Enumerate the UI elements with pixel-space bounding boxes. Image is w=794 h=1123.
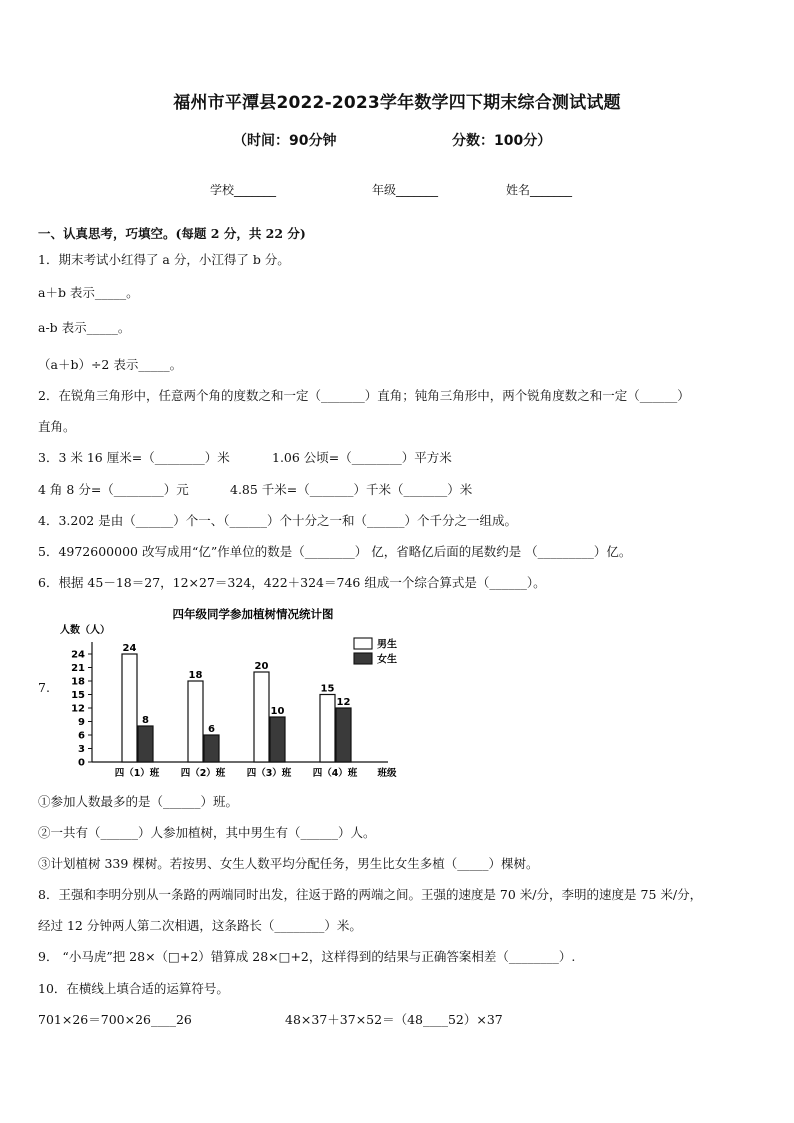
bar-value-label: 15 bbox=[320, 683, 335, 695]
bar-value-label: 20 bbox=[254, 661, 269, 672]
legend-label: 男生 bbox=[377, 639, 397, 651]
bar-value-label: 18 bbox=[188, 670, 203, 681]
y-tick-label: 18 bbox=[71, 676, 85, 688]
question-3a: 3．3 米 16 厘米=（________）米 bbox=[38, 450, 230, 465]
bar-girls bbox=[138, 726, 153, 762]
y-tick-label: 21 bbox=[71, 663, 85, 674]
question-10-stem: 10．在横线上填合适的运算符号。 bbox=[38, 981, 229, 996]
question-7b: ②一共有（______）人参加植树，其中男生有（______）人。 bbox=[38, 825, 376, 840]
question-8-line2: 经过 12 分钟两人第二次相遇，这条路长（________）米。 bbox=[38, 918, 362, 933]
legend-label: 女生 bbox=[377, 654, 397, 666]
x-axis-label: 班级 bbox=[377, 768, 397, 779]
y-tick-label: 6 bbox=[78, 730, 85, 742]
bar-girls bbox=[204, 735, 219, 762]
y-axis-label: 人数（人） bbox=[60, 625, 110, 636]
school-field: 学校_______ bbox=[210, 183, 277, 197]
x-tick-label: 四（1）班 bbox=[114, 768, 160, 779]
name-field: 姓名_______ bbox=[506, 183, 573, 197]
exam-score: 分数：100分） bbox=[452, 133, 552, 149]
y-tick-label: 0 bbox=[78, 757, 85, 769]
question-1-stem: 1．期末考试小红得了 a 分，小江得了 b 分。 bbox=[38, 252, 290, 267]
bar-value-label: 6 bbox=[208, 724, 215, 735]
bar-boys bbox=[122, 654, 137, 762]
chart-title: 四年级同学参加植树情况统计图 bbox=[172, 607, 334, 621]
grade-field: 年级_______ bbox=[372, 183, 439, 197]
exam-time: （时间：90分钟 bbox=[233, 133, 337, 149]
bar-boys bbox=[254, 672, 269, 762]
y-tick-label: 15 bbox=[71, 690, 85, 701]
question-4: 4．3.202 是由（______）个一、（______）个十分之一和（______）个千分之一组成。 bbox=[38, 513, 517, 528]
bar-boys bbox=[320, 695, 335, 763]
section-heading: 一、认真思考，巧填空。(每题 2 分，共 22 分) bbox=[38, 226, 306, 241]
question-3d: 4.85 千米=（_______）千米（_______）米 bbox=[230, 482, 473, 497]
bar-value-label: 12 bbox=[336, 697, 351, 708]
bar-girls bbox=[270, 717, 285, 762]
page-title: 福州市平潭县2022-2023学年数学四下期末综合测试试题 bbox=[173, 93, 621, 113]
x-tick-label: 四（4）班 bbox=[312, 768, 358, 779]
question-1c: （a＋b）÷2 表示_____。 bbox=[38, 357, 183, 372]
tree-planting-bar-chart bbox=[58, 602, 418, 782]
question-3c: 4 角 8 分=（________）元 bbox=[38, 482, 189, 497]
y-tick-label: 3 bbox=[78, 744, 85, 755]
question-2-line2: 直角。 bbox=[38, 419, 76, 434]
question-1b: a-b 表示_____。 bbox=[38, 320, 131, 335]
question-7a: ①参加人数最多的是（______）班。 bbox=[38, 794, 239, 809]
bar-girls bbox=[336, 708, 351, 762]
bar-boys bbox=[188, 681, 203, 762]
y-tick-label: 12 bbox=[71, 703, 85, 715]
question-6: 6．根据 45－18＝27，12×27＝324，422＋324＝746 组成一个综合算式是（______）。 bbox=[38, 575, 546, 590]
legend-swatch bbox=[354, 653, 372, 664]
question-3b: 1.06 公顷=（________）平方米 bbox=[272, 450, 452, 465]
question-1a: a＋b 表示_____。 bbox=[38, 285, 139, 300]
question-10b: 48×37＋37×52＝（48____52）×37 bbox=[285, 1012, 503, 1027]
y-tick-label: 9 bbox=[78, 717, 85, 728]
x-tick-label: 四（2）班 bbox=[180, 768, 226, 779]
bar-value-label: 8 bbox=[142, 715, 149, 726]
question-9: 9． “小马虎”把 28×（□+2）错算成 28×□+2，这样得到的结果与正确答案相差（________）. bbox=[38, 949, 576, 964]
question-2-line1: 2．在锐角三角形中，任意两个角的度数之和一定（_______）直角；钝角三角形中，两个锐角度数之和一定（______） bbox=[38, 388, 690, 403]
x-tick-label: 四（3）班 bbox=[246, 768, 292, 779]
question-10a: 701×26＝700×26____26 bbox=[38, 1012, 192, 1027]
bar-value-label: 24 bbox=[122, 643, 137, 654]
legend-swatch bbox=[354, 638, 372, 649]
question-5: 5．4972600000 改写成用“亿”作单位的数是（________） 亿，省略亿后面的尾数约是 （_________）亿。 bbox=[38, 544, 632, 559]
question-7c: ③计划植树 339 棵树。若按男、女生人数平均分配任务，男生比女生多植（_____）棵树。 bbox=[38, 856, 539, 871]
question-8-line1: 8．王强和李明分别从一条路的两端同时出发，往返于路的两端之间。王强的速度是 70 米/分，李明的速度是 75 米/分， bbox=[38, 887, 703, 902]
y-tick-label: 24 bbox=[71, 649, 85, 661]
bar-value-label: 10 bbox=[270, 706, 285, 717]
question-7-number: 7. bbox=[38, 680, 50, 695]
